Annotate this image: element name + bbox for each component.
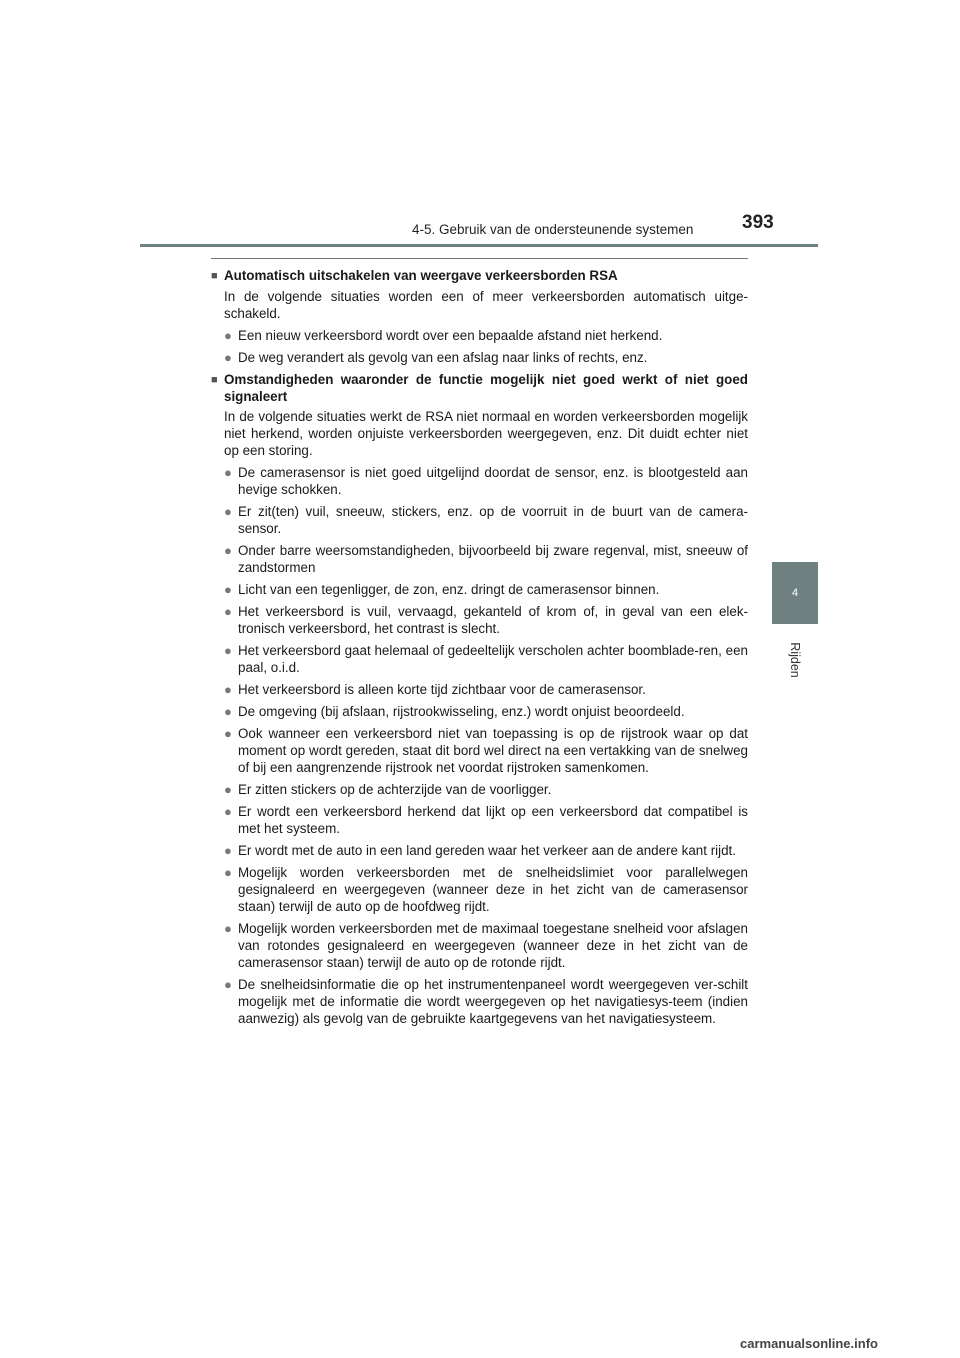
list-item <box>211 542 748 576</box>
round-bullet-icon: ● <box>224 643 232 658</box>
round-bullet-icon: ● <box>224 350 232 365</box>
round-bullet-icon: ● <box>224 977 232 992</box>
list-item <box>211 920 748 971</box>
section-heading-text: Automatisch uitschakelen van weergave verkeersborden RSA <box>224 268 618 283</box>
list-item <box>211 703 748 720</box>
round-bullet-icon: ● <box>224 704 232 719</box>
round-bullet-icon: ● <box>224 921 232 936</box>
list-item-text: Het verkeersbord is alleen korte tijd zichtbaar voor de camerasensor. <box>238 682 646 697</box>
list-item <box>211 781 748 798</box>
list-item <box>211 725 748 776</box>
header-rule <box>140 244 818 247</box>
list-item <box>211 503 748 537</box>
list-item <box>211 464 748 498</box>
content-top-rule <box>211 258 748 259</box>
list-item <box>211 603 748 637</box>
list-item-text: Er zitten stickers op de achterzijde van de voorligger. <box>238 782 552 797</box>
list-item <box>211 864 748 915</box>
list-item <box>211 842 748 859</box>
chapter-label-text: Rijden <box>788 642 802 678</box>
list-item <box>211 976 748 1027</box>
list-item-text: Het verkeersbord is vuil, vervaagd, gekanteld of krom of, in geval van een elek-tronisch verkeersbord, het contrast is slecht. <box>238 604 748 636</box>
round-bullet-icon: ● <box>224 865 232 880</box>
sections-container <box>211 267 748 1027</box>
round-bullet-icon: ● <box>224 543 232 558</box>
page-number: 393 <box>742 212 774 233</box>
list-item <box>211 642 748 676</box>
list-item-text: Ook wanneer een verkeersbord niet van toepassing is op de rijstrook waar op dat moment op wordt gereden, staat dit bord wel direct na een vertakking van de snelweg of bij een aangrenzende rijstrook net voordat rijstroken samenkomen. <box>238 726 748 775</box>
list-item-text: De omgeving (bij afslaan, rijstrookwisseling, enz.) wordt onjuist beoordeeld. <box>238 704 685 719</box>
section-intro: In de volgende situaties worden een of meer verkeersborden automatisch uitge-schakeld. <box>224 289 748 321</box>
list-item-text: Onder barre weersomstandigheden, bijvoorbeeld bij zware regenval, mist, sneeuw of zandstormen <box>238 543 748 575</box>
list-item-text: Mogelijk worden verkeersborden met de snelheidslimiet voor parallelwegen gesignaleerd en weergegeven (wanneer deze in het zicht van de camerasensor staan) terwijl de auto op de hoofdweg rijdt. <box>238 865 748 914</box>
list-item <box>211 681 748 698</box>
list-item-text: Er wordt een verkeersbord herkend dat lijkt op een verkeersbord dat compatibel is met het systeem. <box>238 804 748 836</box>
list-item <box>211 803 748 837</box>
section <box>211 267 748 366</box>
section <box>211 371 748 1027</box>
list-item-text: Het verkeersbord gaat helemaal of gedeeltelijk verscholen achter boomblade-ren, een paal, o.i.d. <box>238 643 748 675</box>
round-bullet-icon: ● <box>224 504 232 519</box>
round-bullet-icon: ● <box>224 726 232 741</box>
list-item <box>211 327 748 344</box>
square-bullet-icon: ■ <box>211 374 218 386</box>
list-item-text: Er zit(ten) vuil, sneeuw, stickers, enz. op de voorruit in de buurt van de camera-sensor. <box>238 504 748 536</box>
round-bullet-icon: ● <box>224 604 232 619</box>
round-bullet-icon: ● <box>224 582 232 597</box>
watermark: carmanualsonline.info <box>740 1336 878 1351</box>
round-bullet-icon: ● <box>224 782 232 797</box>
main-content <box>211 258 748 1032</box>
list-item <box>211 581 748 598</box>
list-item-text: De camerasensor is niet goed uitgelijnd doordat de sensor, enz. is blootgesteld aan hevige schokken. <box>238 465 748 497</box>
chapter-side-label <box>780 630 810 690</box>
round-bullet-icon: ● <box>224 843 232 858</box>
section-intro: In de volgende situaties werkt de RSA niet normaal en worden verkeersborden mogelijk niet herkend, worden onjuiste verkeersborden weergegeven, enz. Dit duidt echter niet op een storing. <box>224 409 748 458</box>
section-heading-text: Omstandigheden waaronder de functie mogelijk niet goed werkt of niet goed signaleert <box>224 372 748 404</box>
list-item-text: De weg verandert als gevolg van een afslag naar links of rechts, enz. <box>238 350 648 365</box>
list-item-text: Een nieuw verkeersbord wordt over een bepaalde afstand niet herkend. <box>238 328 663 343</box>
round-bullet-icon: ● <box>224 465 232 480</box>
list-item-text: Mogelijk worden verkeersborden met de maximaal toegestane snelheid voor afslagen van rotondes gesignaleerd en weergegeven (wanneer deze in het zicht van de camerasensor staan) terwijl de auto op de rotonde rijdt. <box>238 921 748 970</box>
list-item-text: Er wordt met de auto in een land gereden waar het verkeer aan de andere kant rijdt. <box>238 843 736 858</box>
round-bullet-icon: ● <box>224 328 232 343</box>
round-bullet-icon: ● <box>224 682 232 697</box>
square-bullet-icon: ■ <box>211 270 218 282</box>
round-bullet-icon: ● <box>224 804 232 819</box>
running-header: 4-5. Gebruik van de ondersteunende systemen <box>412 222 694 237</box>
list-item <box>211 349 748 366</box>
list-item-text: De snelheidsinformatie die op het instrumentenpaneel wordt weergegeven ver-schilt mogelijk met de informatie die wordt weergegeven op het navigatiesys-teem (indien aanwezig) als gevolg van de gebruikte kaartgegevens van het navigatiesysteem. <box>238 977 748 1026</box>
section-heading <box>211 371 748 405</box>
section-heading <box>211 267 748 285</box>
list-item-text: Licht van een tegenligger, de zon, enz. dringt de camerasensor binnen. <box>238 582 660 597</box>
chapter-tab: 4 <box>772 562 818 624</box>
